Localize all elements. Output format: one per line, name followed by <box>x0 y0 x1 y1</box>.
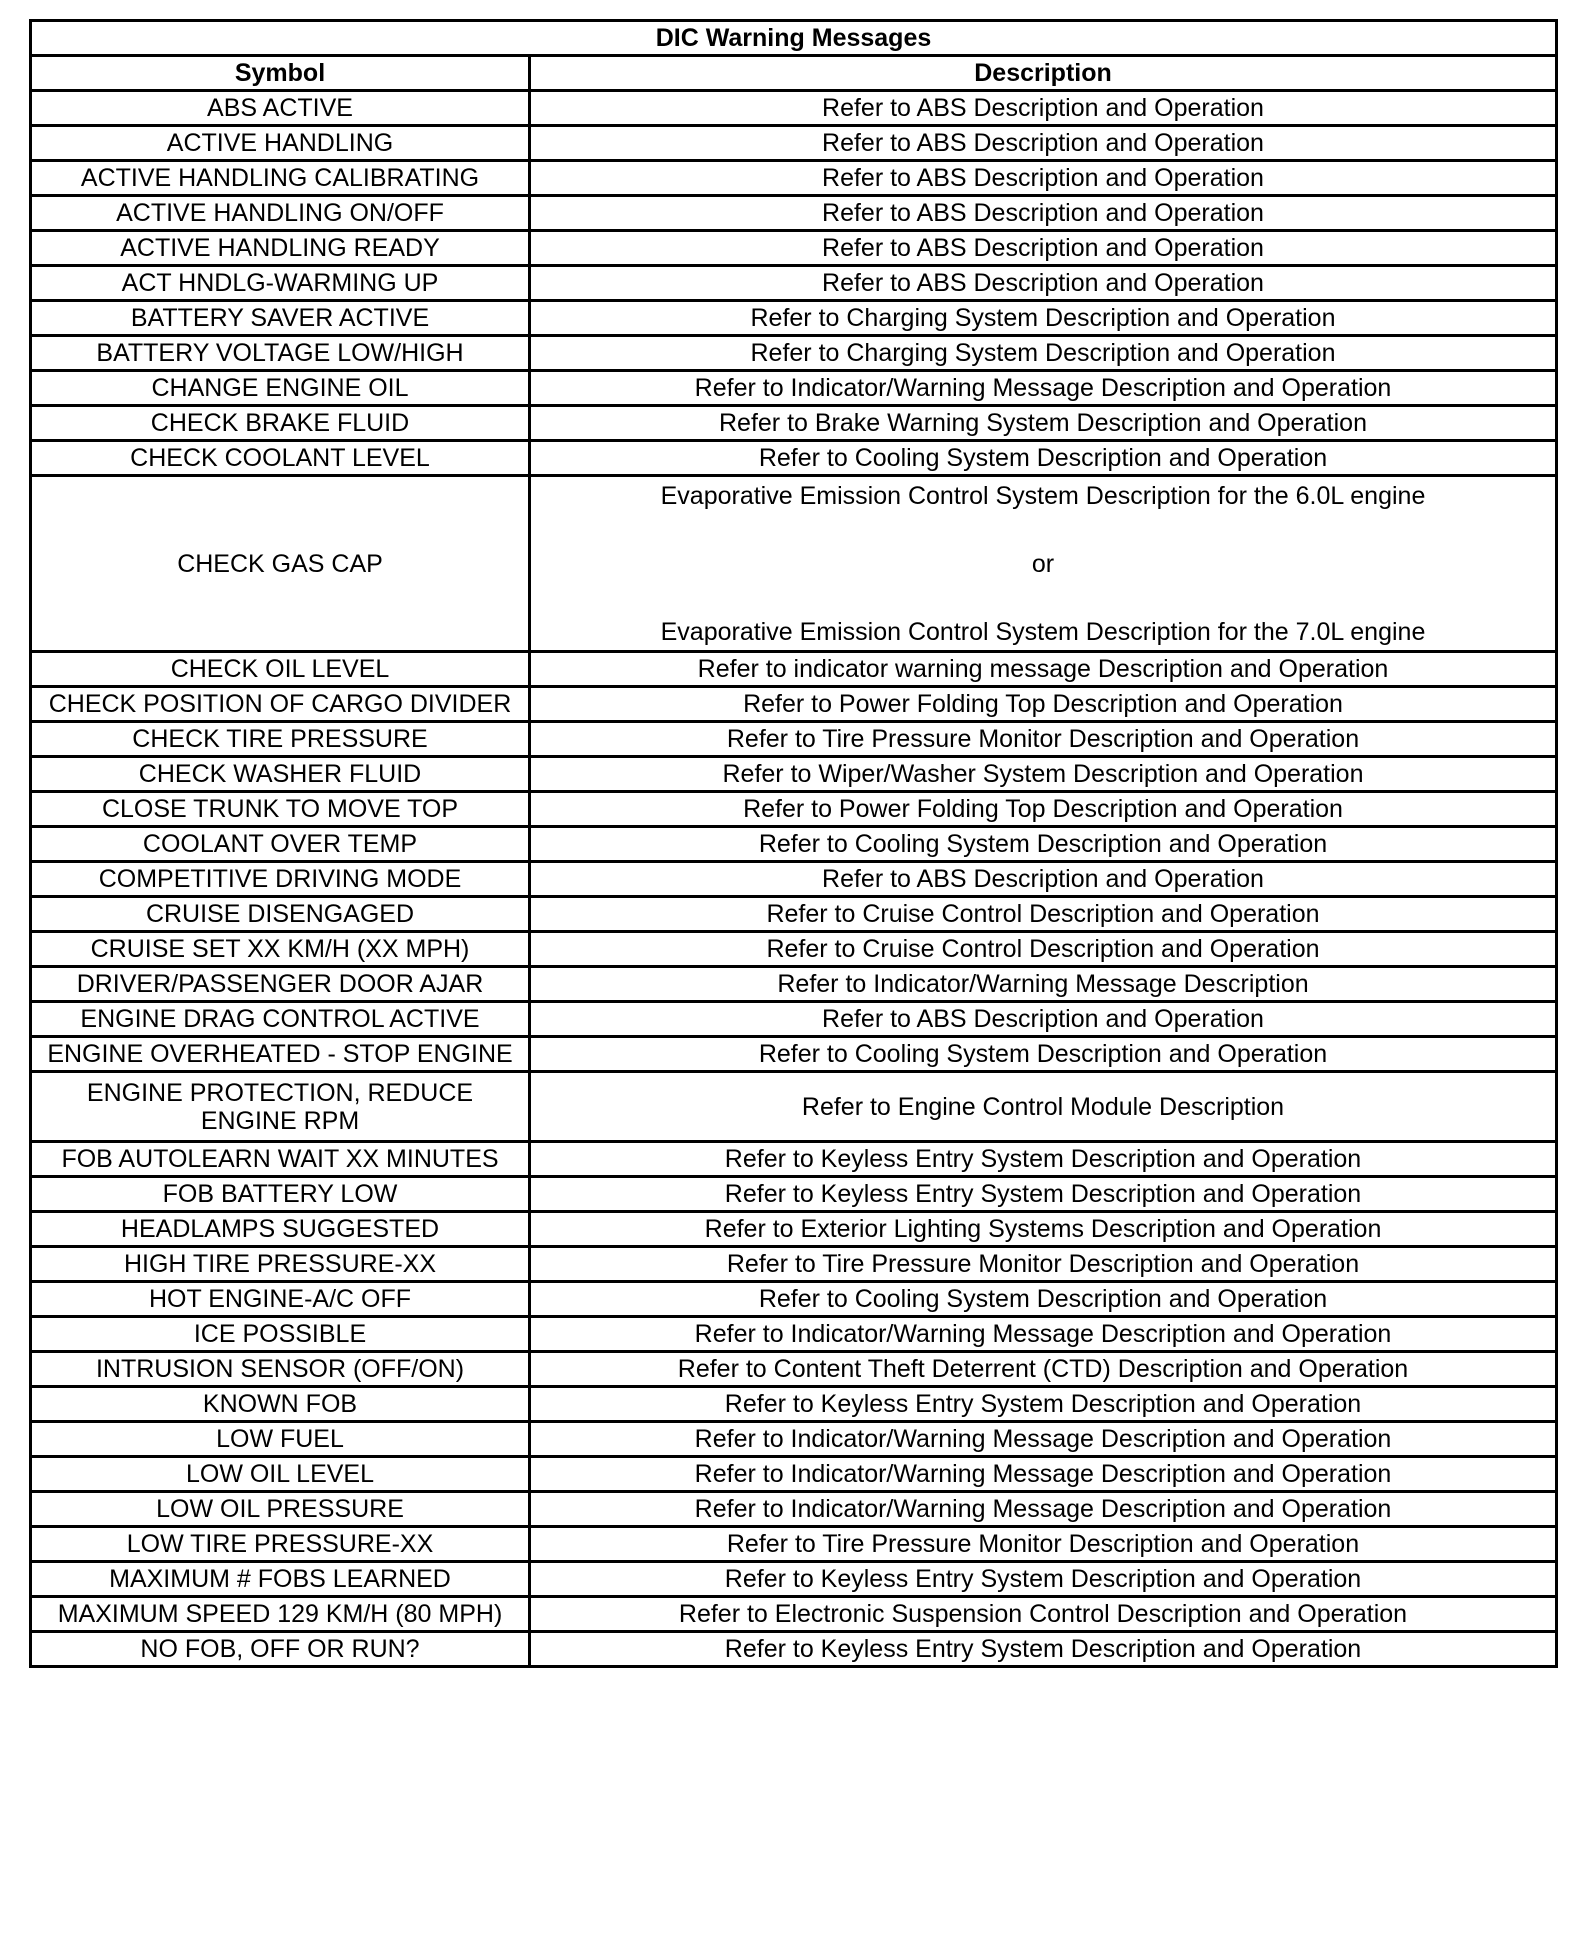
symbol-cell: CHECK COOLANT LEVEL <box>31 441 530 476</box>
description-cell: Refer to Cooling System Description and Operation <box>530 827 1557 862</box>
table-row <box>31 687 1557 722</box>
symbol-cell: FOB AUTOLEARN WAIT XX MINUTES <box>31 1142 530 1177</box>
table-row <box>31 1632 1557 1667</box>
table-row <box>31 1282 1557 1317</box>
description-line: or <box>1031 549 1055 578</box>
table-row <box>31 1352 1557 1387</box>
description-cell: Refer to Power Folding Top Description and Operation <box>530 792 1557 827</box>
description-cell: Refer to Wiper/Washer System Description and Operation <box>530 757 1557 792</box>
description-cell: Refer to Tire Pressure Monitor Description and Operation <box>530 1247 1557 1282</box>
symbol-cell: ENGINE DRAG CONTROL ACTIVE <box>31 1002 530 1037</box>
table-row <box>31 932 1557 967</box>
table-row <box>31 231 1557 266</box>
symbol-cell: ACTIVE HANDLING <box>31 126 530 161</box>
table-row <box>31 1247 1557 1282</box>
description-cell: Refer to Tire Pressure Monitor Description and Operation <box>530 1527 1557 1562</box>
description-cell <box>530 476 1557 652</box>
symbol-cell: INTRUSION SENSOR (OFF/ON) <box>31 1352 530 1387</box>
symbol-cell: COMPETITIVE DRIVING MODE <box>31 862 530 897</box>
symbol-cell: CHECK TIRE PRESSURE <box>31 722 530 757</box>
description-cell: Refer to Cooling System Description and Operation <box>530 1282 1557 1317</box>
table-row <box>31 862 1557 897</box>
symbol-cell: MAXIMUM SPEED 129 KM/H (80 MPH) <box>31 1597 530 1632</box>
description-cell: Refer to Cruise Control Description and Operation <box>530 897 1557 932</box>
table-title-row <box>31 21 1557 56</box>
symbol-cell: LOW OIL PRESSURE <box>31 1492 530 1527</box>
description-cell: Refer to Indicator/Warning Message Description and Operation <box>530 1457 1557 1492</box>
description-cell: Refer to Charging System Description and Operation <box>530 336 1557 371</box>
symbol-cell: KNOWN FOB <box>31 1387 530 1422</box>
description-cell: Refer to ABS Description and Operation <box>530 1002 1557 1037</box>
table-row <box>31 722 1557 757</box>
table-row <box>31 266 1557 301</box>
symbol-cell: ACTIVE HANDLING READY <box>31 231 530 266</box>
symbol-cell: ENGINE OVERHEATED - STOP ENGINE <box>31 1037 530 1072</box>
description-cell: Refer to Keyless Entry System Description and Operation <box>530 1142 1557 1177</box>
symbol-cell: BATTERY VOLTAGE LOW/HIGH <box>31 336 530 371</box>
table-row <box>31 1597 1557 1632</box>
table-row <box>31 827 1557 862</box>
symbol-cell: HIGH TIRE PRESSURE-XX <box>31 1247 530 1282</box>
table-row <box>31 1002 1557 1037</box>
description-cell: Refer to Content Theft Deterrent (CTD) Description and Operation <box>530 1352 1557 1387</box>
description-cell: Refer to Indicator/Warning Message Description and Operation <box>530 371 1557 406</box>
symbol-cell: FOB BATTERY LOW <box>31 1177 530 1212</box>
description-line: Evaporative Emission Control System Description for the 6.0L engine <box>660 481 1426 510</box>
table-row <box>31 301 1557 336</box>
table-header-row <box>31 56 1557 91</box>
symbol-cell: MAXIMUM # FOBS LEARNED <box>31 1562 530 1597</box>
symbol-cell: LOW OIL LEVEL <box>31 1457 530 1492</box>
description-cell: Refer to Exterior Lighting Systems Description and Operation <box>530 1212 1557 1247</box>
description-line: Evaporative Emission Control System Description for the 7.0L engine <box>660 617 1426 646</box>
description-cell: Refer to Charging System Description and Operation <box>530 301 1557 336</box>
table-row <box>31 1317 1557 1352</box>
description-cell: Refer to Indicator/Warning Message Description and Operation <box>530 1422 1557 1457</box>
symbol-cell: CRUISE SET XX KM/H (XX MPH) <box>31 932 530 967</box>
table-row <box>31 1212 1557 1247</box>
symbol-cell: CHECK OIL LEVEL <box>31 652 530 687</box>
description-cell: Refer to ABS Description and Operation <box>530 161 1557 196</box>
symbol-cell: HOT ENGINE-A/C OFF <box>31 1282 530 1317</box>
table-row <box>31 967 1557 1002</box>
symbol-cell: LOW FUEL <box>31 1422 530 1457</box>
description-cell: Refer to ABS Description and Operation <box>530 231 1557 266</box>
table-row <box>31 652 1557 687</box>
symbol-cell: DRIVER/PASSENGER DOOR AJAR <box>31 967 530 1002</box>
symbol-cell: BATTERY SAVER ACTIVE <box>31 301 530 336</box>
table-row <box>31 792 1557 827</box>
symbol-cell: CHECK POSITION OF CARGO DIVIDER <box>31 687 530 722</box>
description-cell: Refer to Electronic Suspension Control Description and Operation <box>530 1597 1557 1632</box>
table-row <box>31 1072 1557 1142</box>
description-cell: Refer to Indicator/Warning Message Description and Operation <box>530 1317 1557 1352</box>
table-row <box>31 336 1557 371</box>
description-cell: Refer to Brake Warning System Description and Operation <box>530 406 1557 441</box>
table-row <box>31 1457 1557 1492</box>
symbol-cell: COOLANT OVER TEMP <box>31 827 530 862</box>
table-row <box>31 1562 1557 1597</box>
description-cell: Refer to Indicator/Warning Message Description and Operation <box>530 1492 1557 1527</box>
symbol-cell: CHECK GAS CAP <box>31 476 530 652</box>
description-cell: Refer to ABS Description and Operation <box>530 126 1557 161</box>
column-header-description: Description <box>530 56 1557 91</box>
dic-warning-messages-table <box>29 19 1558 1668</box>
symbol-cell: ACTIVE HANDLING CALIBRATING <box>31 161 530 196</box>
description-cell: Refer to Power Folding Top Description and Operation <box>530 687 1557 722</box>
table-row <box>31 406 1557 441</box>
table-row <box>31 91 1557 126</box>
description-cell: Refer to ABS Description and Operation <box>530 196 1557 231</box>
description-cell: Refer to ABS Description and Operation <box>530 91 1557 126</box>
symbol-cell: CRUISE DISENGAGED <box>31 897 530 932</box>
table-row <box>31 1177 1557 1212</box>
table-row <box>31 1142 1557 1177</box>
table-row <box>31 161 1557 196</box>
table-row <box>31 476 1557 652</box>
table-row <box>31 371 1557 406</box>
table-row <box>31 1492 1557 1527</box>
table-row <box>31 196 1557 231</box>
table-row <box>31 1422 1557 1457</box>
description-cell: Refer to Cooling System Description and Operation <box>530 441 1557 476</box>
symbol-cell: ABS ACTIVE <box>31 91 530 126</box>
table-row <box>31 126 1557 161</box>
description-cell: Refer to indicator warning message Description and Operation <box>530 652 1557 687</box>
table-row <box>31 441 1557 476</box>
symbol-cell: ICE POSSIBLE <box>31 1317 530 1352</box>
description-cell: Refer to ABS Description and Operation <box>530 266 1557 301</box>
table-row <box>31 897 1557 932</box>
description-cell: Refer to Keyless Entry System Description and Operation <box>530 1387 1557 1422</box>
table-body <box>31 91 1557 1667</box>
description-cell: Refer to ABS Description and Operation <box>530 862 1557 897</box>
symbol-cell: NO FOB, OFF OR RUN? <box>31 1632 530 1667</box>
symbol-cell: CHECK WASHER FLUID <box>31 757 530 792</box>
symbol-cell: CHECK BRAKE FLUID <box>31 406 530 441</box>
table-row <box>31 757 1557 792</box>
description-cell: Refer to Indicator/Warning Message Description <box>530 967 1557 1002</box>
symbol-cell: ENGINE PROTECTION, REDUCE ENGINE RPM <box>31 1072 530 1142</box>
table-title: DIC Warning Messages <box>31 21 1557 56</box>
description-cell: Refer to Cruise Control Description and Operation <box>530 932 1557 967</box>
symbol-cell: CLOSE TRUNK TO MOVE TOP <box>31 792 530 827</box>
symbol-cell: HEADLAMPS SUGGESTED <box>31 1212 530 1247</box>
symbol-cell: ACT HNDLG-WARMING UP <box>31 266 530 301</box>
description-cell: Refer to Engine Control Module Description <box>530 1072 1557 1142</box>
column-header-symbol: Symbol <box>31 56 530 91</box>
symbol-cell: ACTIVE HANDLING ON/OFF <box>31 196 530 231</box>
description-cell: Refer to Keyless Entry System Description and Operation <box>530 1632 1557 1667</box>
table-row <box>31 1037 1557 1072</box>
description-lines <box>535 482 1551 646</box>
description-cell: Refer to Keyless Entry System Description and Operation <box>530 1562 1557 1597</box>
description-cell: Refer to Keyless Entry System Description and Operation <box>530 1177 1557 1212</box>
symbol-cell: CHANGE ENGINE OIL <box>31 371 530 406</box>
description-cell: Refer to Cooling System Description and Operation <box>530 1037 1557 1072</box>
table-row <box>31 1527 1557 1562</box>
table-row <box>31 1387 1557 1422</box>
symbol-cell: LOW TIRE PRESSURE-XX <box>31 1527 530 1562</box>
description-cell: Refer to Tire Pressure Monitor Description and Operation <box>530 722 1557 757</box>
